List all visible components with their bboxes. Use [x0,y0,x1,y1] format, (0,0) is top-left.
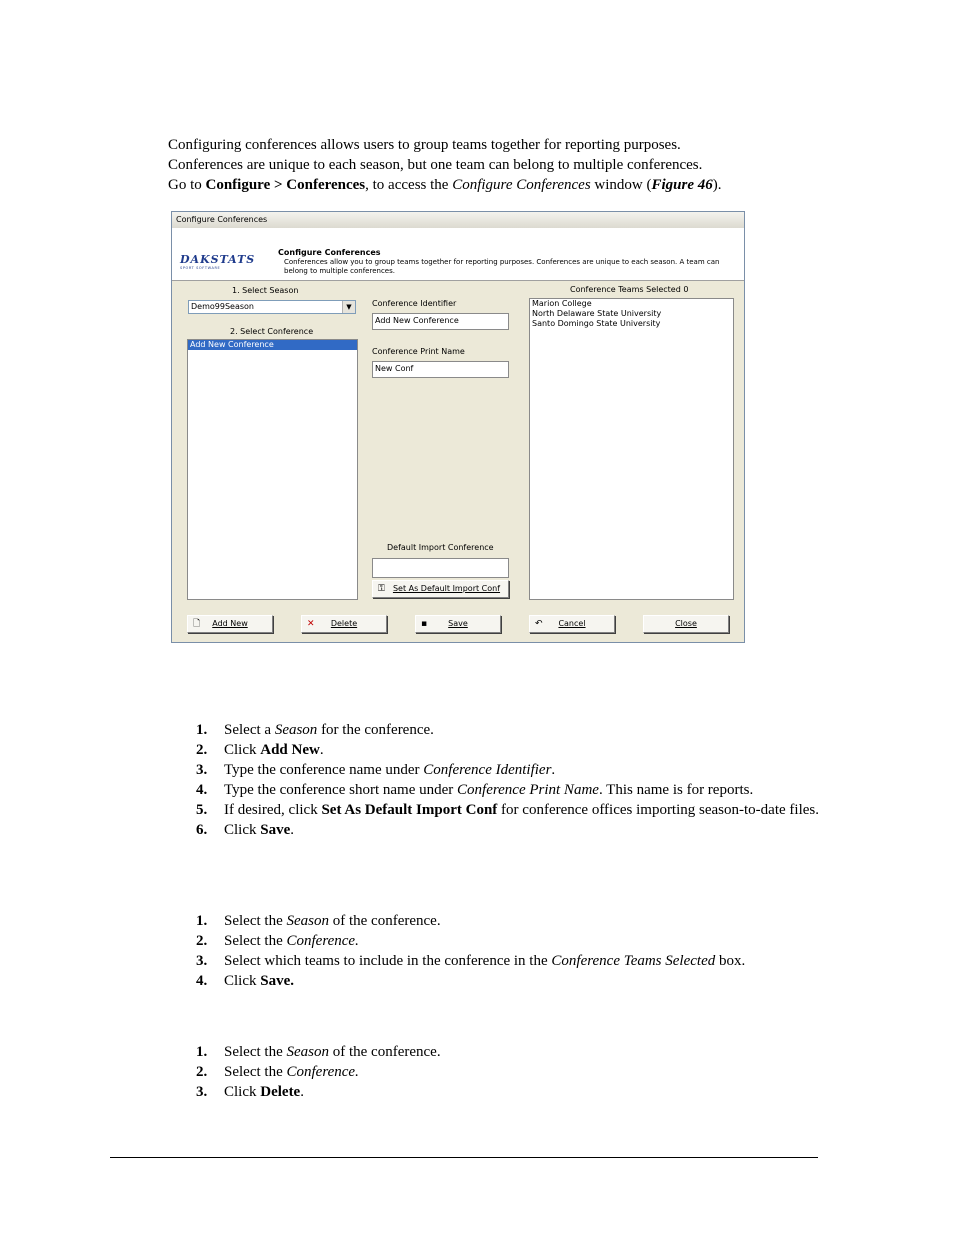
step-term: Season [274,722,318,738]
step-item [196,1082,836,1102]
step-text: Click [224,822,261,838]
conference-list[interactable] [187,339,358,600]
add-new-button[interactable] [187,615,273,633]
step-text: Click [224,1084,261,1100]
cancel-label: Cancel [558,619,586,628]
identifier-label: Conference Identifier [372,299,457,308]
step-text: . [290,822,294,838]
step-action: Add New [260,742,320,758]
step-text: Select which teams to include in the conference in the [224,953,552,969]
select-conference-label: 2. Select Conference [230,327,314,336]
step-text: of the conference. [328,913,441,929]
save-button[interactable] [415,615,501,633]
step-number: 3. [196,953,208,969]
window-titlebar[interactable]: Configure Conferences [172,212,744,229]
footer-divider [110,1157,818,1158]
intro-line-2: Conferences are unique to each season, but one team can belong to multiple conferences. [168,157,703,173]
step-text: . This name is for reports. [598,782,754,798]
delete-icon: ✕ [307,619,315,629]
add-new-label: Add New [212,619,248,628]
step-number: 2. [196,1064,208,1080]
teams-selected-label: Conference Teams Selected 0 [570,285,689,294]
assign-teams-steps [196,911,836,991]
step-text: box. [715,953,746,969]
season-value: Demo99Season [191,302,254,311]
step-term: Conference Print Name [457,782,599,798]
step-text: Select the [224,1044,287,1060]
logo-subtext: SPORT SOFTWARE [180,266,221,270]
set-default-import-button[interactable] [372,580,509,598]
step-text: for conference offices importing season-to-date files. [497,802,819,818]
add-new-icon: 🗋 [193,619,201,629]
step-text: for the conference. [317,722,434,738]
step-term: Conference. [286,1064,359,1080]
step-term: Season [286,1044,329,1060]
step-number: 4. [196,782,208,798]
step-item [196,800,836,820]
intro-text: window ( [590,177,652,193]
step-text: Type the conference short name under [224,782,458,798]
step-number: 5. [196,802,208,818]
step-number: 1. [196,722,208,738]
conference-teams-list[interactable] [529,298,734,600]
step-action: Set As Default Import Conf [321,802,498,818]
step-text: Select the [224,933,287,949]
intro-text: , to access the [365,177,453,193]
step-text: Type the conference name under [224,762,424,778]
step-text: . [300,1084,304,1100]
figure-ref: Figure 46 [651,177,713,193]
step-number: 4. [196,973,208,989]
intro-text: ). [712,177,722,193]
step-action: Delete [260,1084,301,1100]
step-text: . [319,742,324,758]
step-number: 3. [196,1084,208,1100]
intro-paragraph [168,135,808,195]
step-item [196,780,836,800]
intro-line-1: Configuring conferences allows users to group teams together for reporting purposes. [168,137,681,153]
save-label: Save [448,619,468,628]
step-item [196,1062,836,1082]
step-text: Select a [224,722,275,738]
team-list-item[interactable]: Santo Domingo State University [532,319,661,328]
season-dropdown[interactable] [188,300,356,314]
print-name-label: Conference Print Name [372,347,465,356]
step-item [196,740,836,760]
step-item [196,951,836,971]
step-item [196,911,836,931]
close-button[interactable] [643,615,729,633]
conference-list-item[interactable]: Add New Conference [188,340,357,350]
select-season-label: 1. Select Season [232,286,299,295]
delete-button[interactable] [301,615,387,633]
step-text: Select the [224,1064,287,1080]
conference-identifier-input[interactable]: Add New Conference [372,313,509,330]
configure-conferences-window [171,211,745,643]
step-number: 3. [196,762,208,778]
conference-print-name-input[interactable]: New Conf [372,361,509,378]
step-term: Conference. [286,933,359,949]
add-conference-steps [196,720,836,840]
step-term: Season [286,913,329,929]
steps-list [196,720,836,840]
step-item [196,720,836,740]
window-header [172,228,744,281]
logo-text: DAKSTATS [180,253,256,266]
header-title: Configure Conferences [278,248,381,257]
save-icon: ▪ [421,619,428,629]
steps-list [196,1042,836,1102]
dakstats-logo [180,254,270,272]
step-item [196,971,836,991]
intro-text: Go to [168,177,206,193]
delete-label: Delete [330,619,358,628]
step-item [196,820,836,840]
step-text: . [551,762,556,778]
step-item [196,760,836,780]
menu-path: Configure > Conferences [205,177,366,193]
set-default-icon: ⚿ [378,584,385,594]
step-term: Conference Identifier [423,762,552,778]
step-text: of the conference. [328,1044,441,1060]
delete-conference-steps [196,1042,836,1102]
step-term: Conference Teams Selected [551,953,716,969]
step-number: 2. [196,742,208,758]
step-text: If desired, click [224,802,322,818]
step-number: 1. [196,1044,208,1060]
step-action: Save. [260,973,294,989]
step-text: Select the [224,913,287,929]
step-action: Save [260,822,291,838]
step-number: 2. [196,933,208,949]
header-description: Conferences allow you to group teams together for reporting purposes. Conferences are unique to each season. A team can belong to multiple conferences. [284,258,720,275]
set-default-label: Set As Default Import Conf [392,584,501,593]
step-item [196,1042,836,1062]
step-text: Click [224,973,261,989]
chevron-down-icon[interactable]: ▼ [342,301,355,313]
undo-icon: ↶ [535,619,543,629]
default-import-field [372,558,509,578]
cancel-button[interactable] [529,615,615,633]
team-list-item[interactable]: Marion College [532,299,592,308]
step-text: Click [224,742,261,758]
intro-line-3 [168,175,808,195]
close-label: Close [675,619,697,628]
window-name: Configure Conferences [452,177,591,193]
step-number: 1. [196,913,208,929]
step-item [196,931,836,951]
steps-list [196,911,836,991]
step-number: 6. [196,822,208,838]
team-list-item[interactable]: North Delaware State University [532,309,662,318]
default-import-label: Default Import Conference [387,543,494,552]
